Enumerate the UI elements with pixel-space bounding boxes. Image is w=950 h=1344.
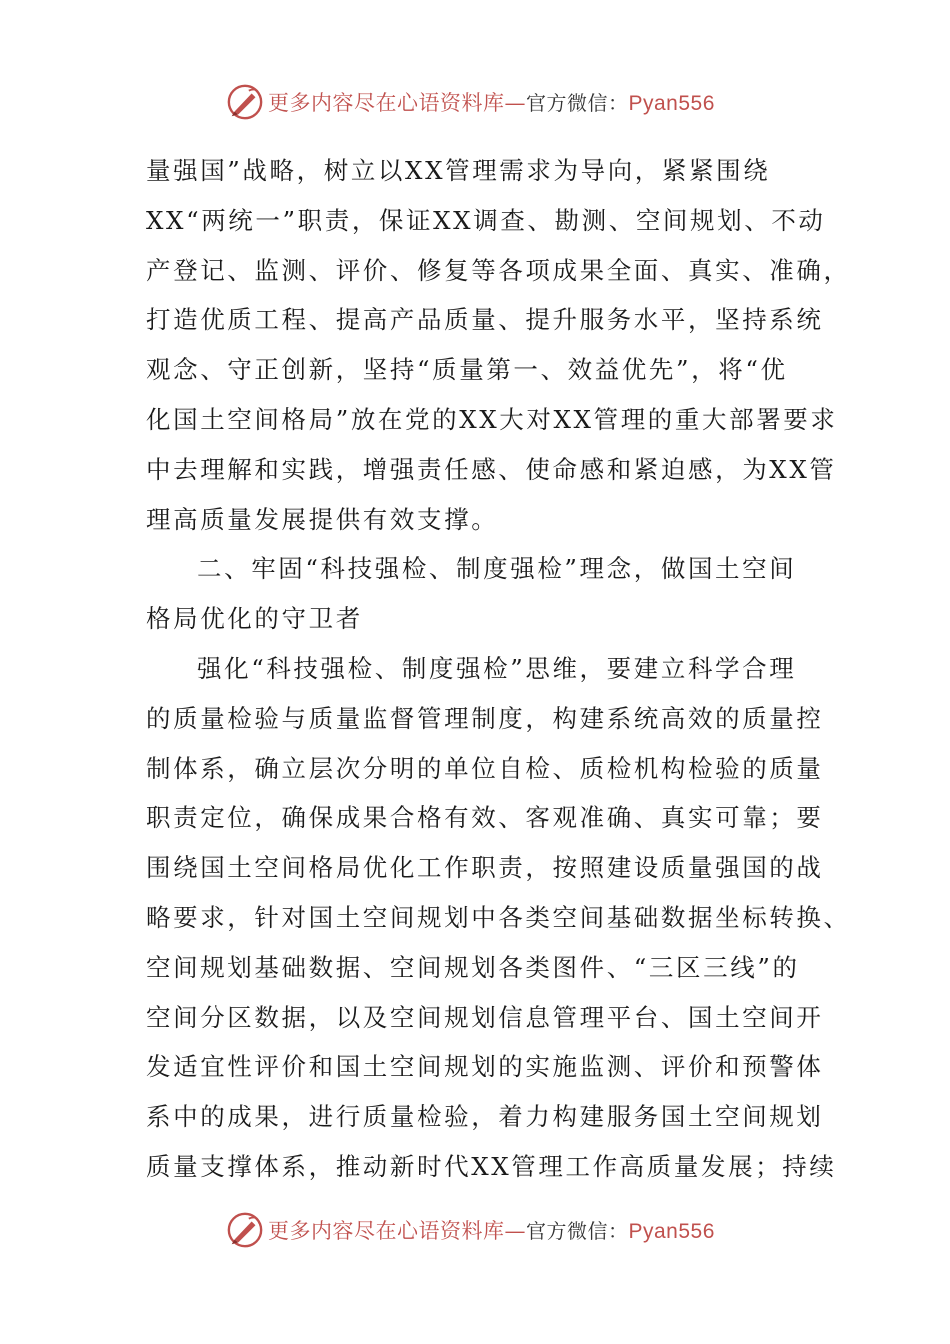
banner-separator: — <box>504 91 526 115</box>
text-line: 产登记、监测、评价、修复等各项成果全面、真实、准确， <box>146 255 851 285</box>
banner-official-label: 官方微信： <box>526 91 629 115</box>
text-line: 职责定位，确保成果合格有效、客观准确、真实可靠；要 <box>146 803 824 833</box>
pen-logo-icon <box>226 83 264 121</box>
text-line: 制体系，确立层次分明的单位自检、质检机构检验的质量 <box>146 753 824 783</box>
text-line: 量强国”战略，树立以XX管理需求为导向，紧紧围绕 <box>146 156 771 185</box>
pen-logo-icon <box>226 1211 264 1249</box>
text-line: 理高质量发展提供有效支撑。 <box>146 504 499 534</box>
banner-wechat-id: Pyan556 <box>628 1220 715 1243</box>
banner-text <box>268 1215 715 1245</box>
banner-separator: — <box>504 1219 526 1243</box>
banner-wechat-id: Pyan556 <box>628 92 715 115</box>
footer-watermark-banner <box>226 1210 715 1250</box>
text-line: 质量支撑体系，推动新时代XX管理工作高质量发展；持续 <box>146 1151 837 1181</box>
text-line: 空间规划基础数据、空间规划各类图件、“三区三线”的 <box>146 952 800 982</box>
text-line: 强化“科技强检、制度强检”思维，要建立科学合理 <box>197 653 797 683</box>
header-watermark-banner <box>226 82 715 122</box>
section-heading-line: 格局优化的守卫者 <box>146 604 363 634</box>
text-line: XX“两统一”职责，保证XX调查、勘测、空间规划、不动 <box>146 205 826 235</box>
text-line: 打造优质工程、提高产品质量、提升服务水平，坚持系统 <box>146 305 824 335</box>
text-line: 略要求，针对国土空间规划中各类空间基础数据坐标转换、 <box>146 902 851 932</box>
text-line: 发适宜性评价和国土空间规划的实施监测、评价和预警体 <box>146 1052 824 1082</box>
text-line: 中去理解和实践，增强责任感、使命感和紧迫感，为XX管 <box>146 454 837 484</box>
text-line: 观念、守正创新，坚持“质量第一、效益优先”，将“优 <box>146 355 788 385</box>
text-line: 系中的成果，进行质量检验，着力构建服务国土空间规划 <box>146 1102 824 1132</box>
text-line: 空间分区数据，以及空间规划信息管理平台、国土空间开 <box>146 1002 824 1032</box>
banner-text <box>268 87 715 117</box>
text-line: 化国土空间格局”放在党的XX大对XX管理的重大部署要求 <box>146 404 838 434</box>
section-heading-line: 二、牢固“科技强检、制度强检”理念，做国土空间 <box>197 554 797 584</box>
banner-title: 更多内容尽在心语资料库 <box>268 91 505 115</box>
banner-title: 更多内容尽在心语资料库 <box>268 1219 505 1243</box>
text-line: 围绕国土空间格局优化工作职责，按照建设质量强国的战 <box>146 853 824 883</box>
banner-official-label: 官方微信： <box>526 1219 629 1243</box>
document-body <box>146 146 851 1192</box>
text-line: 的质量检验与质量监督管理制度，构建系统高效的质量控 <box>146 703 824 733</box>
